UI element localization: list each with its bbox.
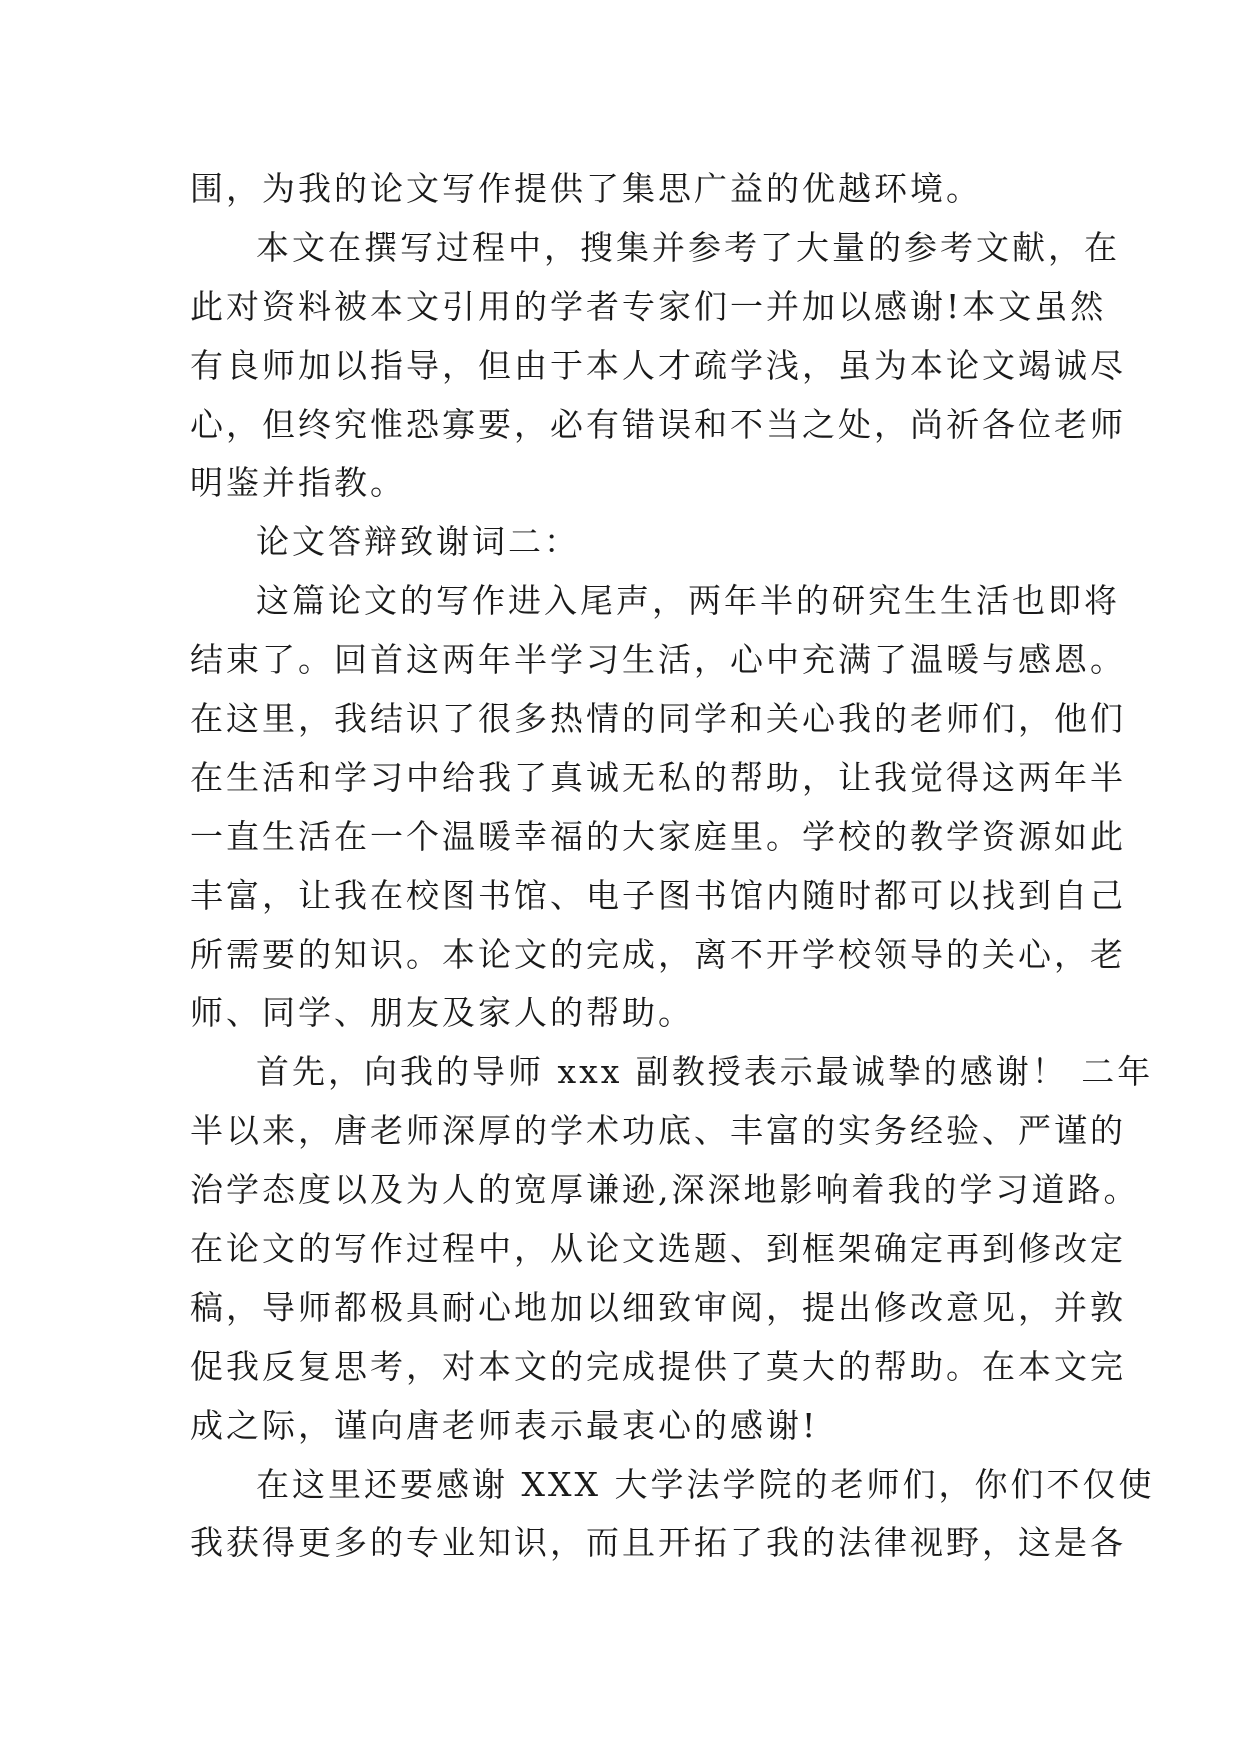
text-line: 半以来，唐老师深厚的学术功底、丰富的实务经验、严谨的: [190, 1111, 1126, 1151]
text-line: 稿，导师都极具耐心地加以细致审阅，提出修改意见，并敦: [190, 1287, 1126, 1327]
text-line: 围，为我的论文写作提供了集思广益的优越环境。: [190, 169, 982, 208]
text-line: 在生活和学习中给我了真诚无私的帮助，让我觉得这两年半: [190, 757, 1126, 797]
paragraph-5: [190, 1043, 1154, 1455]
paragraph-4: [190, 572, 1126, 1043]
text-line: 此对资料被本文引用的学者专家们一并加以感谢!本文虽然: [190, 286, 1107, 326]
paragraph-2: [190, 219, 1126, 513]
text-line: 一直生活在一个温暖幸福的大家庭里。学校的教学资源如此: [190, 816, 1126, 856]
paragraph-1: [190, 160, 1070, 219]
text-line: 有良师加以指导，但由于本人才疏学浅，虽为本论文竭诚尽: [190, 345, 1126, 385]
text-line: 结束了。回首这两年半学习生活，心中充满了温暖与感恩。: [190, 640, 1126, 680]
text-line: 在这里，我结识了很多热情的同学和关心我的老师们，他们: [190, 699, 1126, 739]
text-line: 在这里还要感谢 XXX 大学法学院的老师们，你们不仅使: [256, 1464, 1155, 1504]
text-line: 这篇论文的写作进入尾声，两年半的研究生生活也即将: [256, 581, 1120, 621]
paragraph-3-heading: [190, 513, 1070, 572]
paragraph-6: [190, 1456, 1155, 1574]
text-line: 促我反复思考，对本文的完成提供了莫大的帮助。在本文完: [190, 1346, 1126, 1386]
text-line: 明鉴并指教。: [190, 463, 406, 503]
body-text: [190, 160, 1155, 1573]
text-line: 治学态度以及为人的宽厚谦逊,深深地影响着我的学习道路。: [190, 1170, 1140, 1210]
text-line: 本文在撰写过程中，搜集并参考了大量的参考文献，在: [256, 227, 1120, 267]
section-heading: 论文答辩致谢词二：: [256, 522, 580, 562]
text-line: 首先，向我的导师 xxx 副教授表示最诚挚的感谢！ 二年: [256, 1052, 1154, 1092]
text-line: 在论文的写作过程中，从论文选题、到框架确定再到修改定: [190, 1229, 1126, 1269]
text-line: 成之际，谨向唐老师表示最衷心的感谢!: [190, 1405, 819, 1445]
text-line: 我获得更多的专业知识，而且开拓了我的法律视野，这是各: [190, 1523, 1126, 1563]
text-line: 丰富，让我在校图书馆、电子图书馆内随时都可以找到自己: [190, 875, 1126, 915]
text-line: 心，但终究惟恐寡要，必有错误和不当之处，尚祈各位老师: [190, 404, 1126, 444]
text-line: 所需要的知识。本论文的完成，离不开学校领导的关心，老: [190, 934, 1126, 974]
text-line: 师、同学、朋友及家人的帮助。: [190, 993, 694, 1033]
